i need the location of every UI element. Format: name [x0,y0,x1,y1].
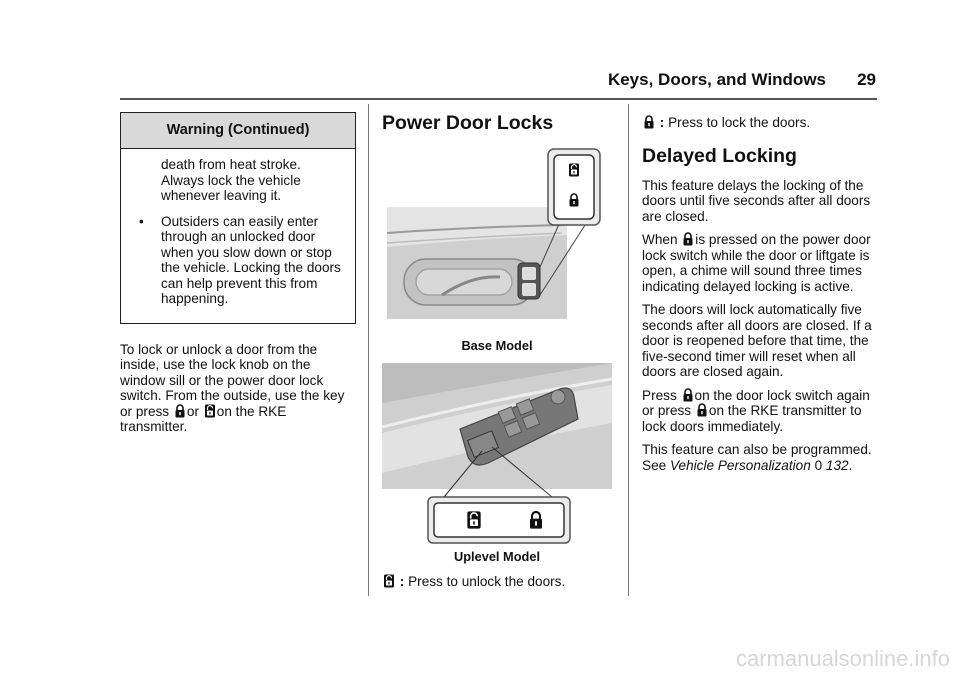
activation-text-end: is pressed on the power door lock switch while the door or liftgate is open, a chime will sound three times indicating delayed locking is active. [642,232,871,294]
page-header-title: Keys, Doors, and Windows [607,70,826,89]
delayed-locking-intro: This feature delays the locking of the doors until five seconds after all doors are closed. [642,177,871,224]
lock-knob-paragraph [120,342,356,435]
column-divider-left [368,104,369,596]
override-text-start: Press [642,387,677,403]
lock-label-colon: : [659,115,665,130]
base-model-caption: Base Model [461,338,533,353]
warning-bullet-text: Outsiders can easily enter through an unlocked door when you slow down or stop the vehicle. Locking the doors can help prevent this from happening. [161,213,341,306]
page-number: 29 [857,70,876,89]
unlock-icon [204,404,216,418]
delayed-locking-activation [642,232,882,294]
column-left [120,112,356,443]
base-model-illustration [382,147,612,332]
unlock-icon [383,574,395,588]
warning-continued-text: death from heat stroke. Always lock the vehicle whenever leaving it. [161,157,301,203]
lock-icon [682,388,694,402]
lock-knob-text-end: on the RKE transmitter. [120,403,287,434]
override-text-end: on the RKE transmitter to lock doors immediately. [642,403,862,434]
column-middle [382,112,612,598]
watermark: carmanualsonline.info [735,646,950,671]
programming-text: This feature can also be programmed. See [642,442,872,473]
lock-knob-text-or: or [186,403,199,419]
page-reference[interactable]: 132 [825,457,849,473]
column-divider-right [628,104,629,596]
delayed-locking-heading: Delayed Locking [642,144,797,167]
uplevel-model-caption: Uplevel Model [453,549,541,564]
activation-text-start: When [642,232,678,247]
header-rule [120,98,877,100]
lock-icon [174,404,186,418]
lock-description [642,115,882,131]
warning-body [121,149,355,323]
bullet-dot: • [139,213,144,229]
lock-knob-text-start: To lock or unlock a door from the inside, use the lock knob on the window sill or the power door lock switch. From the outside, use the key or press [120,341,345,419]
warning-title: Warning (Continued) [121,113,355,149]
lock-icon [682,232,694,246]
vehicle-personalization-link[interactable]: Vehicle Personalization [669,457,811,473]
delayed-locking-override [642,388,882,435]
lock-icon [643,115,655,129]
warning-box [120,112,356,324]
warning-bullet-item [139,213,345,307]
lock-switch-callout [548,149,600,225]
programming-period: . [848,457,853,473]
power-door-locks-heading: Power Door Locks [382,112,554,134]
override-text-middle: on the door lock switch again or press [642,387,870,418]
lock-switch-small [518,263,540,299]
lock-description-text: Press to lock the doors. [668,115,811,130]
unlock-description [382,574,612,590]
uplevel-model-illustration [382,363,612,545]
lock-switch-callout-uplevel [428,497,570,543]
page-ref-arrow-icon: 0 [814,457,823,473]
column-right [642,112,882,481]
unlock-label-colon: : [399,574,405,589]
lock-icon [696,403,708,417]
unlock-description-text: Press to unlock the doors. [408,574,566,589]
delayed-locking-programming [642,442,882,473]
delayed-locking-auto: The doors will lock automatically five seconds after all doors are closed. If a door is reopened before that time, the five-second timer will reset when all doors are closed again. [642,302,872,379]
